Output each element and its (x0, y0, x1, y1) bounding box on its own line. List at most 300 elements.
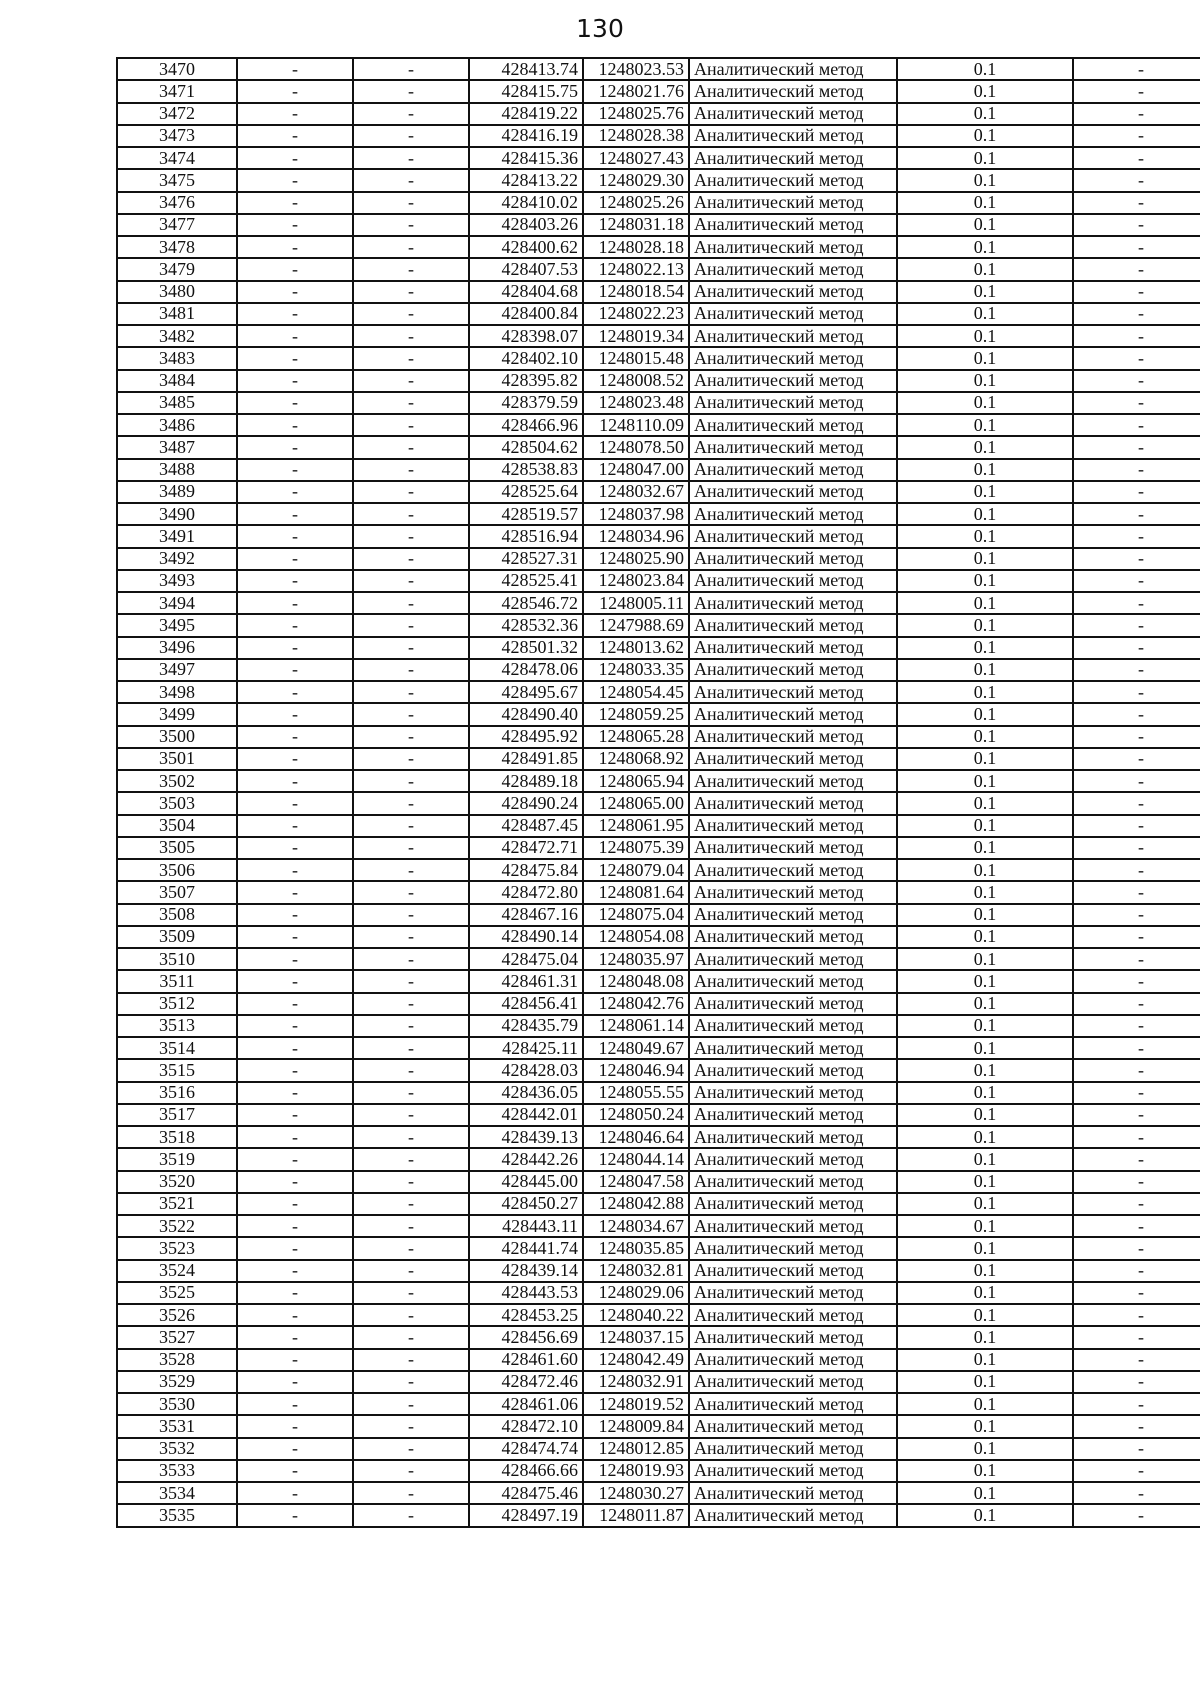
table-row (117, 1393, 1200, 1415)
y-coordinate-cell: 1248040.22 (583, 1304, 689, 1326)
point-number-cell: 3483 (117, 347, 237, 369)
y-coordinate-cell: 1248047.00 (583, 459, 689, 481)
x-coordinate-cell: 428416.19 (469, 125, 583, 147)
x-coordinate-cell: 428407.53 (469, 258, 583, 280)
note-cell: - (1073, 637, 1200, 659)
col3-cell: - (353, 1438, 469, 1460)
x-coordinate-cell: 428450.27 (469, 1193, 583, 1215)
accuracy-cell: 0.1 (897, 1504, 1073, 1526)
point-number-cell: 3535 (117, 1504, 237, 1526)
x-coordinate-cell: 428461.31 (469, 970, 583, 992)
accuracy-cell: 0.1 (897, 926, 1073, 948)
accuracy-cell: 0.1 (897, 881, 1073, 903)
method-cell: Аналитический метод (689, 436, 897, 458)
col3-cell: - (353, 1171, 469, 1193)
method-cell: Аналитический метод (689, 1237, 897, 1259)
y-coordinate-cell: 1248044.14 (583, 1148, 689, 1170)
x-coordinate-cell: 428474.74 (469, 1438, 583, 1460)
accuracy-cell: 0.1 (897, 125, 1073, 147)
accuracy-cell: 0.1 (897, 281, 1073, 303)
y-coordinate-cell: 1248012.85 (583, 1438, 689, 1460)
col2-cell: - (237, 770, 353, 792)
col2-cell: - (237, 792, 353, 814)
col3-cell: - (353, 370, 469, 392)
method-cell: Аналитический метод (689, 1104, 897, 1126)
col3-cell: - (353, 103, 469, 125)
x-coordinate-cell: 428439.13 (469, 1126, 583, 1148)
col2-cell: - (237, 80, 353, 102)
table-row (117, 481, 1200, 503)
point-number-cell: 3530 (117, 1393, 237, 1415)
accuracy-cell: 0.1 (897, 970, 1073, 992)
point-number-cell: 3518 (117, 1126, 237, 1148)
note-cell: - (1073, 258, 1200, 280)
table-row (117, 103, 1200, 125)
coordinates-table-body (117, 58, 1200, 1527)
col2-cell: - (237, 1059, 353, 1081)
table-row (117, 436, 1200, 458)
x-coordinate-cell: 428472.80 (469, 881, 583, 903)
table-row (117, 592, 1200, 614)
col2-cell: - (237, 637, 353, 659)
accuracy-cell: 0.1 (897, 1193, 1073, 1215)
point-number-cell: 3523 (117, 1237, 237, 1259)
accuracy-cell: 0.1 (897, 1015, 1073, 1037)
col2-cell: - (237, 703, 353, 725)
col3-cell: - (353, 637, 469, 659)
method-cell: Аналитический метод (689, 281, 897, 303)
x-coordinate-cell: 428489.18 (469, 770, 583, 792)
point-number-cell: 3499 (117, 703, 237, 725)
y-coordinate-cell: 1248022.23 (583, 303, 689, 325)
x-coordinate-cell: 428453.25 (469, 1304, 583, 1326)
accuracy-cell: 0.1 (897, 748, 1073, 770)
accuracy-cell: 0.1 (897, 948, 1073, 970)
col3-cell: - (353, 1104, 469, 1126)
accuracy-cell: 0.1 (897, 726, 1073, 748)
accuracy-cell: 0.1 (897, 459, 1073, 481)
table-row (117, 1104, 1200, 1126)
col3-cell: - (353, 815, 469, 837)
x-coordinate-cell: 428461.06 (469, 1393, 583, 1415)
table-row (117, 125, 1200, 147)
note-cell: - (1073, 281, 1200, 303)
page-number: 130 (576, 14, 624, 43)
y-coordinate-cell: 1248019.93 (583, 1460, 689, 1482)
col2-cell: - (237, 1015, 353, 1037)
accuracy-cell: 0.1 (897, 859, 1073, 881)
point-number-cell: 3478 (117, 236, 237, 258)
col2-cell: - (237, 103, 353, 125)
point-number-cell: 3485 (117, 392, 237, 414)
note-cell: - (1073, 1304, 1200, 1326)
accuracy-cell: 0.1 (897, 659, 1073, 681)
table-row (117, 1504, 1200, 1526)
method-cell: Аналитический метод (689, 1326, 897, 1348)
method-cell: Аналитический метод (689, 1082, 897, 1104)
col2-cell: - (237, 1304, 353, 1326)
col2-cell: - (237, 993, 353, 1015)
point-number-cell: 3500 (117, 726, 237, 748)
method-cell: Аналитический метод (689, 392, 897, 414)
x-coordinate-cell: 428398.07 (469, 325, 583, 347)
col3-cell: - (353, 970, 469, 992)
x-coordinate-cell: 428472.46 (469, 1371, 583, 1393)
point-number-cell: 3477 (117, 214, 237, 236)
point-number-cell: 3528 (117, 1349, 237, 1371)
table-row (117, 904, 1200, 926)
point-number-cell: 3496 (117, 637, 237, 659)
col2-cell: - (237, 1148, 353, 1170)
x-coordinate-cell: 428400.62 (469, 236, 583, 258)
table-row (117, 80, 1200, 102)
point-number-cell: 3520 (117, 1171, 237, 1193)
note-cell: - (1073, 1015, 1200, 1037)
x-coordinate-cell: 428379.59 (469, 392, 583, 414)
method-cell: Аналитический метод (689, 325, 897, 347)
point-number-cell: 3470 (117, 58, 237, 80)
x-coordinate-cell: 428516.94 (469, 525, 583, 547)
y-coordinate-cell: 1248031.18 (583, 214, 689, 236)
col3-cell: - (353, 792, 469, 814)
accuracy-cell: 0.1 (897, 592, 1073, 614)
accuracy-cell: 0.1 (897, 192, 1073, 214)
col2-cell: - (237, 258, 353, 280)
accuracy-cell: 0.1 (897, 1326, 1073, 1348)
y-coordinate-cell: 1248023.48 (583, 392, 689, 414)
x-coordinate-cell: 428439.14 (469, 1260, 583, 1282)
y-coordinate-cell: 1248048.08 (583, 970, 689, 992)
note-cell: - (1073, 1504, 1200, 1526)
note-cell: - (1073, 192, 1200, 214)
table-row (117, 525, 1200, 547)
accuracy-cell: 0.1 (897, 1415, 1073, 1437)
method-cell: Аналитический метод (689, 592, 897, 614)
y-coordinate-cell: 1248061.14 (583, 1015, 689, 1037)
col2-cell: - (237, 1371, 353, 1393)
col2-cell: - (237, 481, 353, 503)
x-coordinate-cell: 428475.84 (469, 859, 583, 881)
col3-cell: - (353, 80, 469, 102)
table-row (117, 169, 1200, 191)
col2-cell: - (237, 347, 353, 369)
note-cell: - (1073, 1082, 1200, 1104)
method-cell: Аналитический метод (689, 1438, 897, 1460)
y-coordinate-cell: 1248029.30 (583, 169, 689, 191)
col2-cell: - (237, 236, 353, 258)
col2-cell: - (237, 1260, 353, 1282)
method-cell: Аналитический метод (689, 1260, 897, 1282)
method-cell: Аналитический метод (689, 103, 897, 125)
point-number-cell: 3510 (117, 948, 237, 970)
col3-cell: - (353, 1282, 469, 1304)
col3-cell: - (353, 1504, 469, 1526)
point-number-cell: 3474 (117, 147, 237, 169)
y-coordinate-cell: 1248029.06 (583, 1282, 689, 1304)
y-coordinate-cell: 1248035.97 (583, 948, 689, 970)
col2-cell: - (237, 1326, 353, 1348)
col3-cell: - (353, 1015, 469, 1037)
method-cell: Аналитический метод (689, 1304, 897, 1326)
accuracy-cell: 0.1 (897, 392, 1073, 414)
col2-cell: - (237, 147, 353, 169)
x-coordinate-cell: 428490.40 (469, 703, 583, 725)
point-number-cell: 3521 (117, 1193, 237, 1215)
col3-cell: - (353, 926, 469, 948)
col3-cell: - (353, 147, 469, 169)
method-cell: Аналитический метод (689, 904, 897, 926)
col3-cell: - (353, 904, 469, 926)
method-cell: Аналитический метод (689, 236, 897, 258)
point-number-cell: 3525 (117, 1282, 237, 1304)
y-coordinate-cell: 1248042.88 (583, 1193, 689, 1215)
method-cell: Аналитический метод (689, 859, 897, 881)
col2-cell: - (237, 1215, 353, 1237)
table-row (117, 1059, 1200, 1081)
col3-cell: - (353, 1349, 469, 1371)
y-coordinate-cell: 1248049.67 (583, 1037, 689, 1059)
point-number-cell: 3493 (117, 570, 237, 592)
note-cell: - (1073, 792, 1200, 814)
method-cell: Аналитический метод (689, 1415, 897, 1437)
note-cell: - (1073, 147, 1200, 169)
table-row (117, 214, 1200, 236)
x-coordinate-cell: 428475.46 (469, 1482, 583, 1504)
x-coordinate-cell: 428466.66 (469, 1460, 583, 1482)
accuracy-cell: 0.1 (897, 837, 1073, 859)
x-coordinate-cell: 428490.24 (469, 792, 583, 814)
note-cell: - (1073, 370, 1200, 392)
table-row (117, 303, 1200, 325)
accuracy-cell: 0.1 (897, 481, 1073, 503)
table-row (117, 1282, 1200, 1304)
col2-cell: - (237, 1282, 353, 1304)
point-number-cell: 3481 (117, 303, 237, 325)
x-coordinate-cell: 428491.85 (469, 748, 583, 770)
method-cell: Аналитический метод (689, 1015, 897, 1037)
table-row (117, 1171, 1200, 1193)
col2-cell: - (237, 570, 353, 592)
table-row (117, 970, 1200, 992)
table-row (117, 414, 1200, 436)
table-row (117, 1415, 1200, 1437)
point-number-cell: 3501 (117, 748, 237, 770)
col3-cell: - (353, 236, 469, 258)
table-row (117, 1371, 1200, 1393)
note-cell: - (1073, 1193, 1200, 1215)
note-cell: - (1073, 1349, 1200, 1371)
col2-cell: - (237, 1237, 353, 1259)
method-cell: Аналитический метод (689, 303, 897, 325)
accuracy-cell: 0.1 (897, 103, 1073, 125)
x-coordinate-cell: 428525.41 (469, 570, 583, 592)
x-coordinate-cell: 428495.67 (469, 681, 583, 703)
x-coordinate-cell: 428466.96 (469, 414, 583, 436)
note-cell: - (1073, 570, 1200, 592)
y-coordinate-cell: 1248030.27 (583, 1482, 689, 1504)
point-number-cell: 3519 (117, 1148, 237, 1170)
x-coordinate-cell: 428467.16 (469, 904, 583, 926)
accuracy-cell: 0.1 (897, 904, 1073, 926)
col3-cell: - (353, 169, 469, 191)
col3-cell: - (353, 837, 469, 859)
note-cell: - (1073, 1148, 1200, 1170)
point-number-cell: 3511 (117, 970, 237, 992)
col3-cell: - (353, 703, 469, 725)
table-row (117, 1349, 1200, 1371)
point-number-cell: 3533 (117, 1460, 237, 1482)
col2-cell: - (237, 1082, 353, 1104)
method-cell: Аналитический метод (689, 1215, 897, 1237)
y-coordinate-cell: 1248025.26 (583, 192, 689, 214)
table-row (117, 770, 1200, 792)
accuracy-cell: 0.1 (897, 570, 1073, 592)
method-cell: Аналитический метод (689, 881, 897, 903)
col3-cell: - (353, 1326, 469, 1348)
col3-cell: - (353, 192, 469, 214)
point-number-cell: 3527 (117, 1326, 237, 1348)
y-coordinate-cell: 1248061.95 (583, 815, 689, 837)
x-coordinate-cell: 428490.14 (469, 926, 583, 948)
table-row (117, 370, 1200, 392)
note-cell: - (1073, 1282, 1200, 1304)
point-number-cell: 3492 (117, 548, 237, 570)
method-cell: Аналитический метод (689, 548, 897, 570)
note-cell: - (1073, 1393, 1200, 1415)
accuracy-cell: 0.1 (897, 1104, 1073, 1126)
x-coordinate-cell: 428461.60 (469, 1349, 583, 1371)
note-cell: - (1073, 948, 1200, 970)
point-number-cell: 3508 (117, 904, 237, 926)
col2-cell: - (237, 1438, 353, 1460)
point-number-cell: 3471 (117, 80, 237, 102)
method-cell: Аналитический метод (689, 1482, 897, 1504)
accuracy-cell: 0.1 (897, 1304, 1073, 1326)
note-cell: - (1073, 837, 1200, 859)
y-coordinate-cell: 1248037.15 (583, 1326, 689, 1348)
method-cell: Аналитический метод (689, 80, 897, 102)
accuracy-cell: 0.1 (897, 681, 1073, 703)
point-number-cell: 3475 (117, 169, 237, 191)
point-number-cell: 3472 (117, 103, 237, 125)
method-cell: Аналитический метод (689, 659, 897, 681)
table-row (117, 570, 1200, 592)
accuracy-cell: 0.1 (897, 503, 1073, 525)
col3-cell: - (353, 1304, 469, 1326)
col3-cell: - (353, 1415, 469, 1437)
point-number-cell: 3524 (117, 1260, 237, 1282)
note-cell: - (1073, 926, 1200, 948)
x-coordinate-cell: 428532.36 (469, 614, 583, 636)
col3-cell: - (353, 592, 469, 614)
y-coordinate-cell: 1248050.24 (583, 1104, 689, 1126)
col2-cell: - (237, 881, 353, 903)
accuracy-cell: 0.1 (897, 792, 1073, 814)
y-coordinate-cell: 1248013.62 (583, 637, 689, 659)
col2-cell: - (237, 1504, 353, 1526)
y-coordinate-cell: 1248009.84 (583, 1415, 689, 1437)
table-row (117, 1260, 1200, 1282)
col3-cell: - (353, 1215, 469, 1237)
x-coordinate-cell: 428519.57 (469, 503, 583, 525)
col3-cell: - (353, 1260, 469, 1282)
col3-cell: - (353, 1460, 469, 1482)
table-row (117, 815, 1200, 837)
accuracy-cell: 0.1 (897, 815, 1073, 837)
col3-cell: - (353, 859, 469, 881)
note-cell: - (1073, 169, 1200, 191)
table-row (117, 748, 1200, 770)
y-coordinate-cell: 1248081.64 (583, 881, 689, 903)
col3-cell: - (353, 347, 469, 369)
method-cell: Аналитический метод (689, 637, 897, 659)
note-cell: - (1073, 103, 1200, 125)
x-coordinate-cell: 428410.02 (469, 192, 583, 214)
accuracy-cell: 0.1 (897, 1260, 1073, 1282)
method-cell: Аналитический метод (689, 1059, 897, 1081)
note-cell: - (1073, 592, 1200, 614)
y-coordinate-cell: 1248065.94 (583, 770, 689, 792)
col3-cell: - (353, 770, 469, 792)
col3-cell: - (353, 1059, 469, 1081)
note-cell: - (1073, 726, 1200, 748)
note-cell: - (1073, 1482, 1200, 1504)
col3-cell: - (353, 414, 469, 436)
y-coordinate-cell: 1248035.85 (583, 1237, 689, 1259)
point-number-cell: 3505 (117, 837, 237, 859)
col2-cell: - (237, 659, 353, 681)
method-cell: Аналитический метод (689, 703, 897, 725)
y-coordinate-cell: 1248034.96 (583, 525, 689, 547)
accuracy-cell: 0.1 (897, 303, 1073, 325)
col2-cell: - (237, 125, 353, 147)
col3-cell: - (353, 748, 469, 770)
y-coordinate-cell: 1248021.76 (583, 80, 689, 102)
col3-cell: - (353, 659, 469, 681)
accuracy-cell: 0.1 (897, 1371, 1073, 1393)
table-row (117, 1015, 1200, 1037)
x-coordinate-cell: 428527.31 (469, 548, 583, 570)
point-number-cell: 3488 (117, 459, 237, 481)
table-row (117, 703, 1200, 725)
col2-cell: - (237, 614, 353, 636)
accuracy-cell: 0.1 (897, 703, 1073, 725)
x-coordinate-cell: 428546.72 (469, 592, 583, 614)
x-coordinate-cell: 428445.00 (469, 1171, 583, 1193)
point-number-cell: 3491 (117, 525, 237, 547)
y-coordinate-cell: 1248032.91 (583, 1371, 689, 1393)
col3-cell: - (353, 1126, 469, 1148)
x-coordinate-cell: 428487.45 (469, 815, 583, 837)
y-coordinate-cell: 1248025.76 (583, 103, 689, 125)
table-row (117, 681, 1200, 703)
accuracy-cell: 0.1 (897, 436, 1073, 458)
col2-cell: - (237, 214, 353, 236)
note-cell: - (1073, 970, 1200, 992)
table-row (117, 1148, 1200, 1170)
y-coordinate-cell: 1247988.69 (583, 614, 689, 636)
accuracy-cell: 0.1 (897, 258, 1073, 280)
method-cell: Аналитический метод (689, 1148, 897, 1170)
table-row (117, 1215, 1200, 1237)
note-cell: - (1073, 748, 1200, 770)
col2-cell: - (237, 303, 353, 325)
x-coordinate-cell: 428501.32 (469, 637, 583, 659)
note-cell: - (1073, 659, 1200, 681)
note-cell: - (1073, 770, 1200, 792)
point-number-cell: 3476 (117, 192, 237, 214)
table-row (117, 1126, 1200, 1148)
